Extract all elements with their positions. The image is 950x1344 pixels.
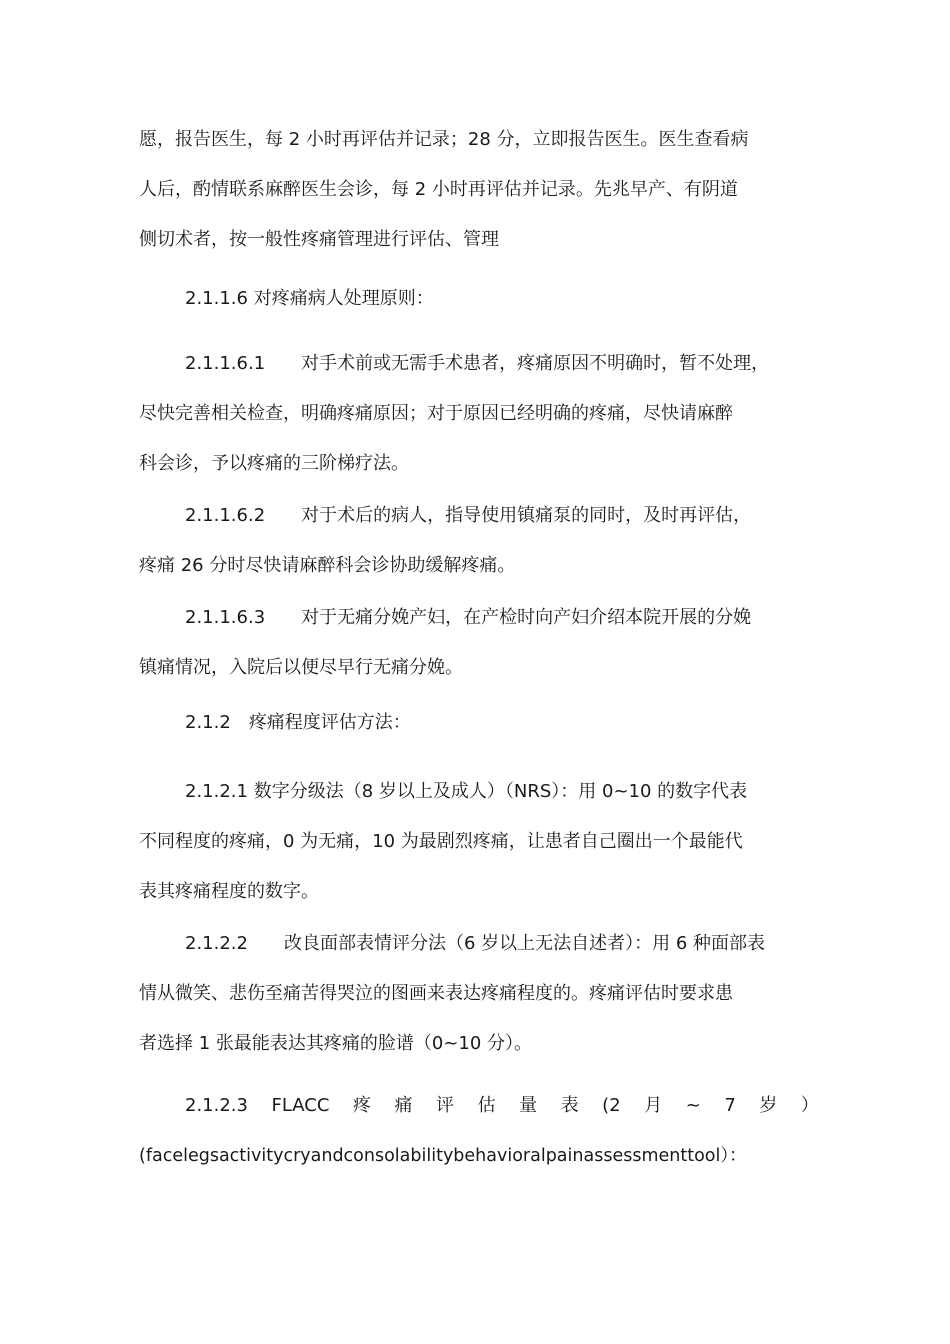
justified-token: 估: [477, 1095, 496, 1116]
paragraph-line: 愿，报告医生，每 2 小时再评估并记录；28 分，立即报告医生。医生查看病: [139, 129, 749, 150]
justified-token: 岁: [759, 1095, 778, 1116]
paragraph-line: 者选择 1 张最能表达其疼痛的脸谱（0~10 分）。: [139, 1033, 533, 1054]
justified-token: ）: [800, 1095, 819, 1116]
paragraph-line: 疼痛 26 分时尽快请麻醉科会诊协助缓解疼痛。: [139, 555, 516, 576]
paragraph-line: [185, 931, 819, 957]
paragraph-line: 镇痛情况，入院后以便尽早行无痛分娩。: [139, 657, 463, 678]
justified-token: 2.1.2.3: [185, 1095, 248, 1116]
paragraph-line: 科会诊，予以疼痛的三阶梯疗法。: [139, 453, 409, 474]
section-number: 2.1.1.6.2: [185, 505, 266, 526]
paragraph-text: 对于术后的病人，指导使用镇痛泵的同时，及时再评估，: [301, 505, 752, 526]
paragraph-line: 侧切术者，按一般性疼痛管理进行评估、管理: [139, 229, 499, 250]
section-number: 2.1.2.2: [185, 933, 248, 954]
justified-token: (2: [602, 1095, 621, 1116]
justified-token: 7: [724, 1095, 736, 1116]
paragraph-line: 尽快完善相关检查，明确疼痛原因；对于原因已经明确的疼痛，尽快请麻醉: [139, 403, 733, 424]
section-heading: [185, 710, 819, 736]
paragraph-line: [185, 503, 819, 529]
justified-token: ~: [685, 1095, 701, 1116]
section-number: 2.1.1.6.1: [185, 353, 266, 374]
paragraph-text: 对手术前或无需手术患者，疼痛原因不明确时，暂不处理，: [301, 353, 770, 374]
justified-token: 表: [560, 1095, 579, 1116]
justified-paragraph-line: [185, 1093, 819, 1119]
paragraph-line: 2.1.2.1 数字分级法（8 岁以上及成人）（NRS）：用 0~10 的数字代表: [185, 781, 748, 802]
justified-token: 痛: [394, 1095, 413, 1116]
justified-token: 量: [519, 1095, 538, 1116]
paragraph-text: 改良面部表情评分法（6 岁以上无法自述者）：用 6 种面部表: [283, 933, 766, 954]
justified-token: 月: [644, 1095, 663, 1116]
paragraph-line: 情从微笑、悲伤至痛苦得哭泣的图画来表达疼痛程度的。疼痛评估时要求患: [139, 983, 733, 1004]
section-heading: 2.1.1.6 对疼痛病人处理原则：: [185, 288, 434, 309]
paragraph-line: 不同程度的疼痛，0 为无痛，10 为最剧烈疼痛，让患者自己圈出一个最能代: [139, 831, 743, 852]
paragraph-text: 对于无痛分娩产妇，在产检时向产妇介绍本院开展的分娩: [301, 607, 752, 628]
paragraph-line: [185, 605, 819, 631]
paragraph-line: 人后，酌情联系麻醉医生会诊，每 2 小时再评估并记录。先兆早产、有阴道: [139, 179, 738, 200]
section-number: 2.1.2: [185, 712, 231, 733]
justified-token: 评: [436, 1095, 455, 1116]
paragraph-line: (facelegsactivitycryandconsolabilitybehavioralpainassessmenttool）：: [139, 1146, 747, 1166]
section-number: 2.1.1.6.3: [185, 607, 266, 628]
justified-token: FLACC: [271, 1095, 330, 1116]
paragraph-line: 表其疼痛程度的数字。: [139, 881, 319, 902]
heading-text: 疼痛程度评估方法：: [248, 712, 411, 733]
justified-token: 疼: [352, 1095, 371, 1116]
paragraph-line: [185, 351, 819, 377]
